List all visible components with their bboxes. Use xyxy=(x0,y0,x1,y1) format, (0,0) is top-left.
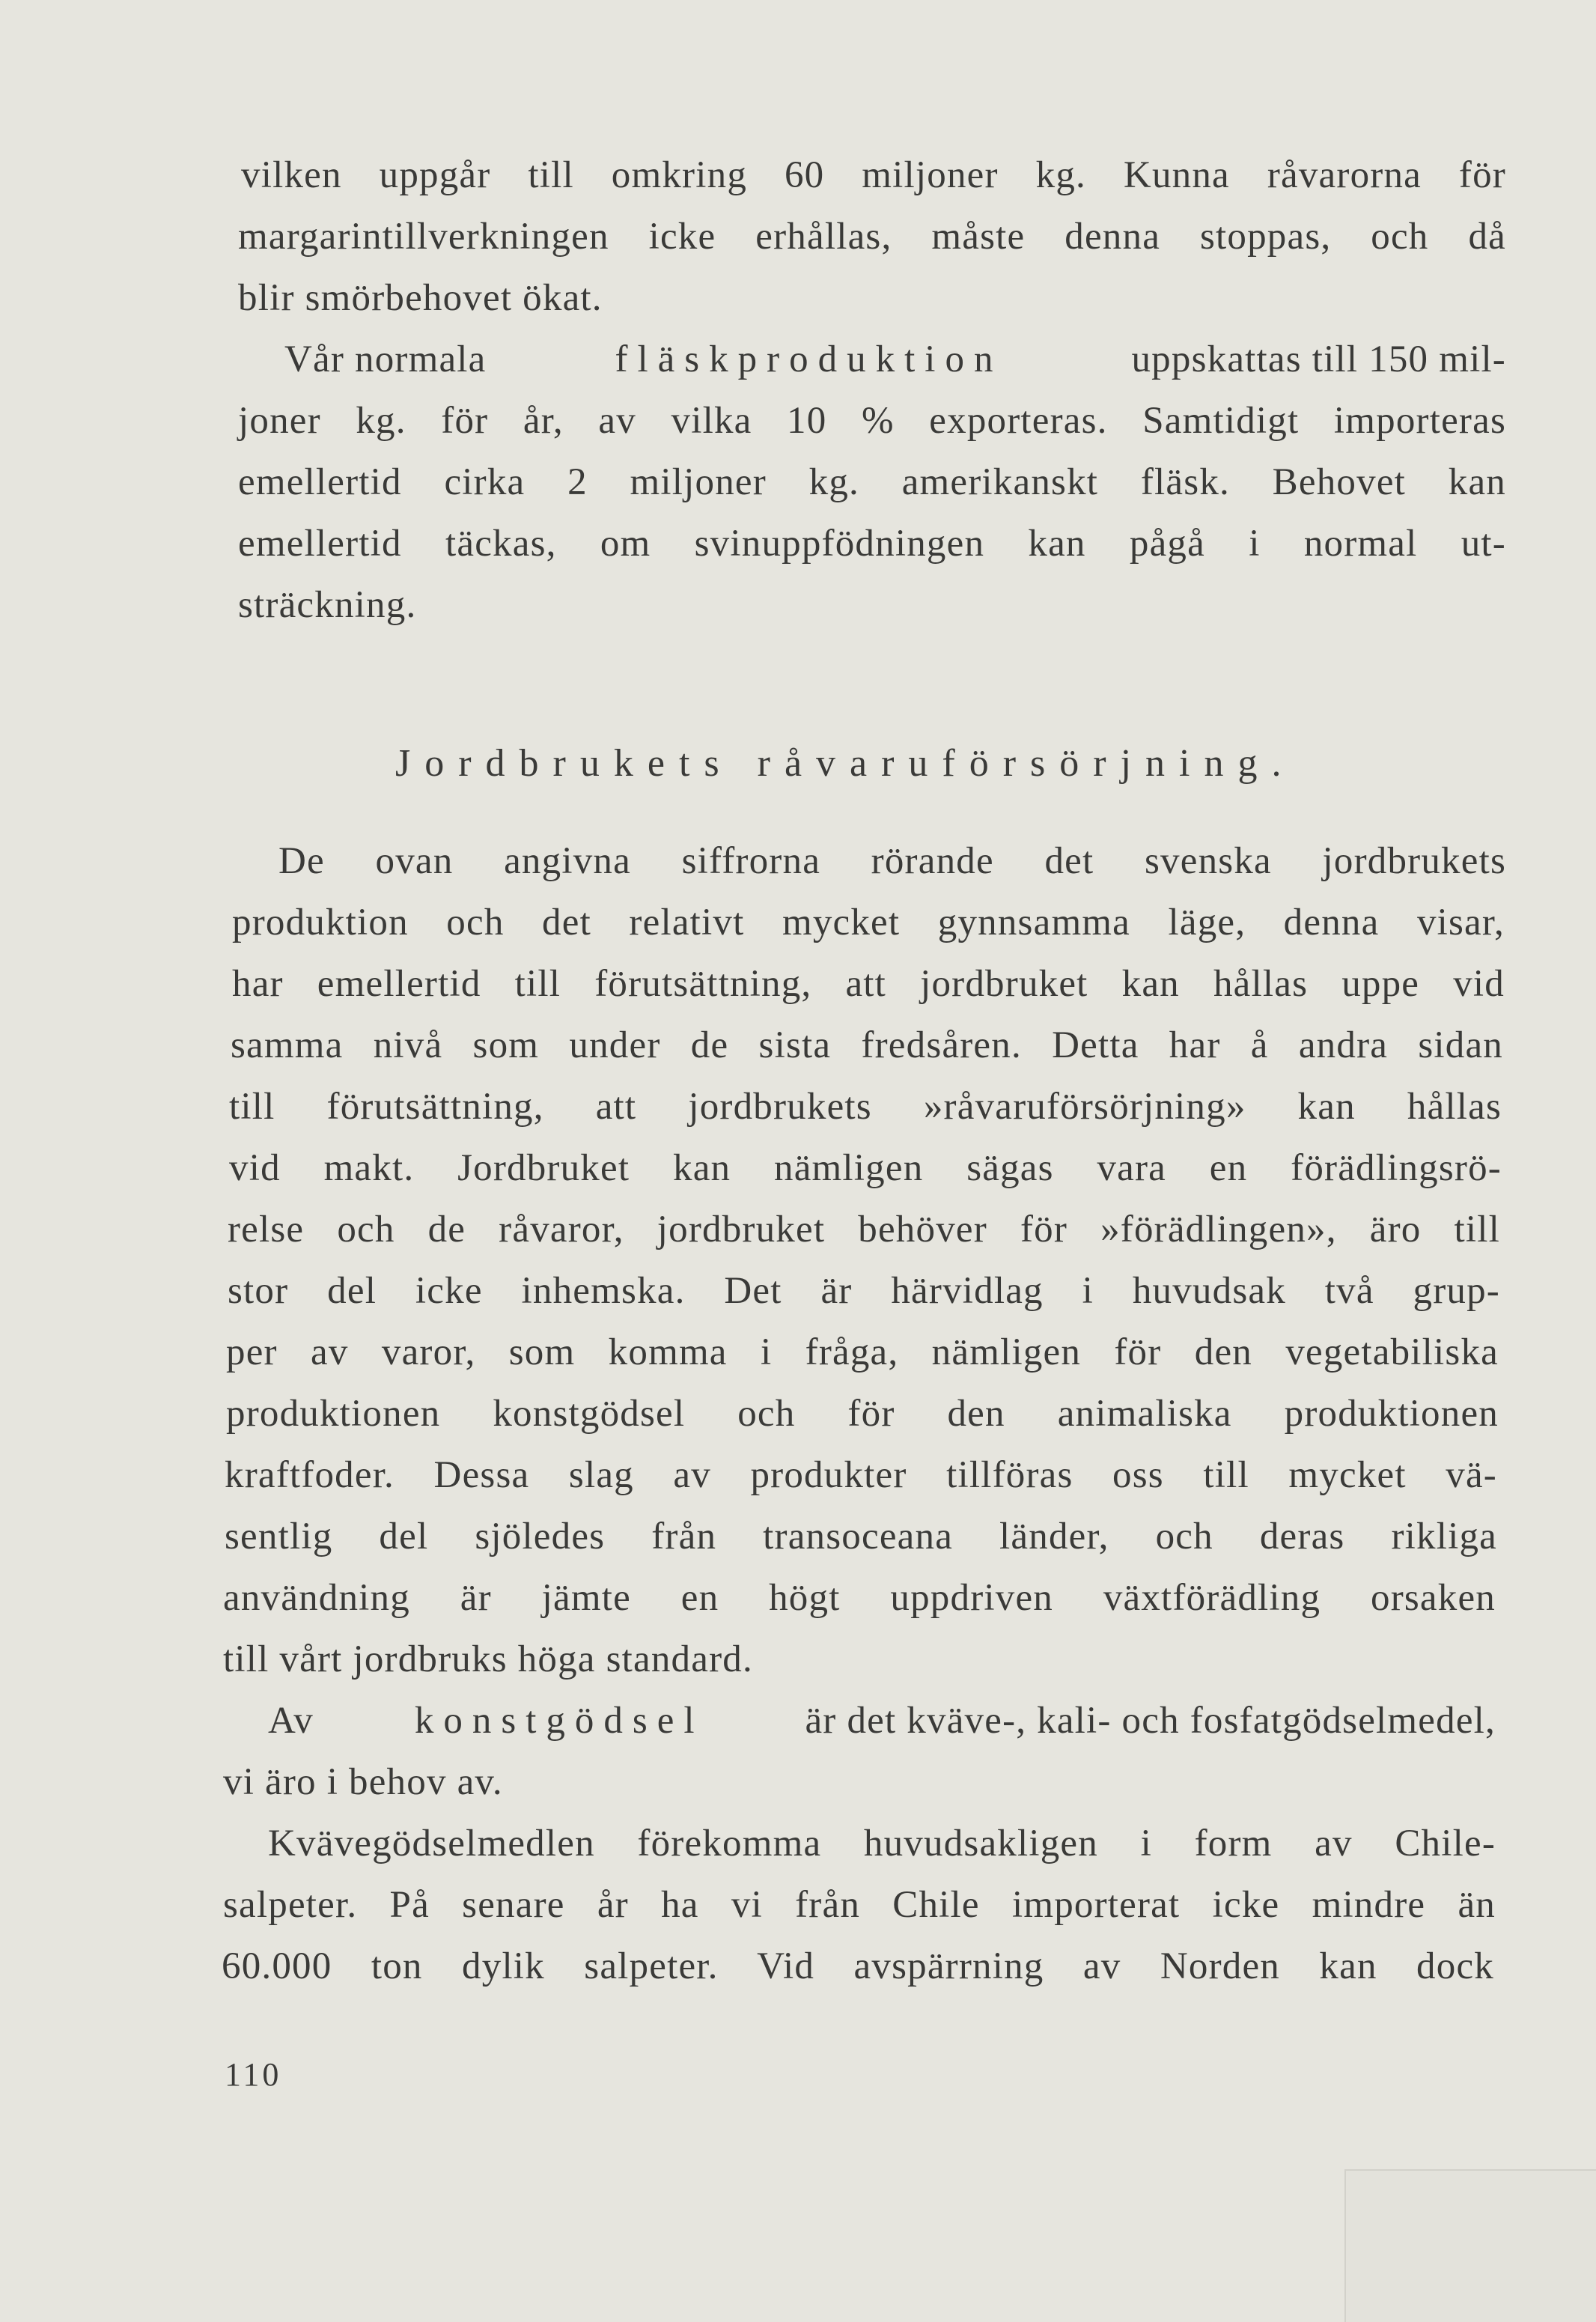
text-line: margarintillverkningen icke erhållas, måste denna stoppas, och då xyxy=(238,216,1506,258)
text-line: 60.000 ton dylik salpeter. Vid avspärrning av Norden kan dock xyxy=(222,1945,1494,1987)
text-line: vi äro i behov av. xyxy=(223,1761,503,1803)
text-segment: uppskattas till 150 mil- xyxy=(1131,338,1506,380)
text-line: emellertid cirka 2 miljoner kg. amerikanskt fläsk. Behovet kan xyxy=(238,461,1506,503)
text-line: kraftfoder. Dessa slag av produkter tillföras oss till mycket vä- xyxy=(225,1454,1497,1496)
text-segment: Av xyxy=(268,1700,314,1742)
text-line: Kvävegödselmedlen förekomma huvudsakligen i form av Chile- xyxy=(268,1823,1496,1864)
text-line: sträckning. xyxy=(238,584,417,626)
text-line: har emellertid till förutsättning, att jordbruket kan hållas uppe vid xyxy=(232,963,1505,1005)
text-line: till förutsättning, att jordbrukets »råvaruförsörjning» kan hållas xyxy=(229,1086,1502,1128)
emphasized-term: konstgödsel xyxy=(414,1700,704,1742)
text-line: till vårt jordbruks höga standard. xyxy=(223,1638,753,1680)
emphasized-term: fläskproduktion xyxy=(615,338,1003,380)
text-line: stor del icke inhemska. Det är härvidlag i huvudsak två grup- xyxy=(228,1270,1500,1312)
text-line: per av varor, som komma i fråga, nämligen för den vegetabiliska xyxy=(226,1331,1499,1373)
text-line: relse och de råvaror, jordbruket behöver för »förädlingen», äro till xyxy=(228,1209,1500,1250)
text-line xyxy=(284,337,1506,382)
text-line: produktion och det relativt mycket gynnsamma läge, denna visar, xyxy=(232,902,1505,943)
corner-box xyxy=(1344,2169,1596,2322)
section-heading: Jordbrukets råvaruförsörjning. xyxy=(395,742,1296,785)
text-line: produktionen konstgödsel och för den animaliska produktionen xyxy=(226,1393,1499,1435)
text-line: De ovan angivna siffrorna rörande det svenska jordbrukets xyxy=(278,840,1506,882)
text-segment: är det kväve-, kali- och fosfatgödselmedel, xyxy=(805,1700,1496,1742)
text-line: samma nivå som under de sista fredsåren. Detta har å andra sidan xyxy=(231,1024,1503,1066)
text-line: sentlig del sjöledes från transoceana länder, och deras rikliga xyxy=(225,1516,1497,1557)
text-line: användning är jämte en högt uppdriven växtförädling orsaken xyxy=(223,1577,1496,1619)
text-line: joner kg. för år, av vilka 10 % exporteras. Samtidigt importeras xyxy=(238,400,1506,442)
text-line: salpeter. På senare år ha vi från Chile importerat icke mindre än xyxy=(223,1884,1496,1926)
page-number: 110 xyxy=(225,2056,282,2093)
text-line: blir smörbehovet ökat. xyxy=(238,277,603,319)
text-segment: Vår normala xyxy=(284,338,487,380)
text-line xyxy=(268,1698,1496,1743)
text-line: vid makt. Jordbruket kan nämligen sägas vara en förädlingsrö- xyxy=(229,1147,1502,1189)
text-line: vilken uppgår till omkring 60 miljoner kg. Kunna råvarorna för xyxy=(241,154,1506,196)
text-line: emellertid täckas, om svinuppfödningen kan pågå i normal ut- xyxy=(238,523,1506,565)
